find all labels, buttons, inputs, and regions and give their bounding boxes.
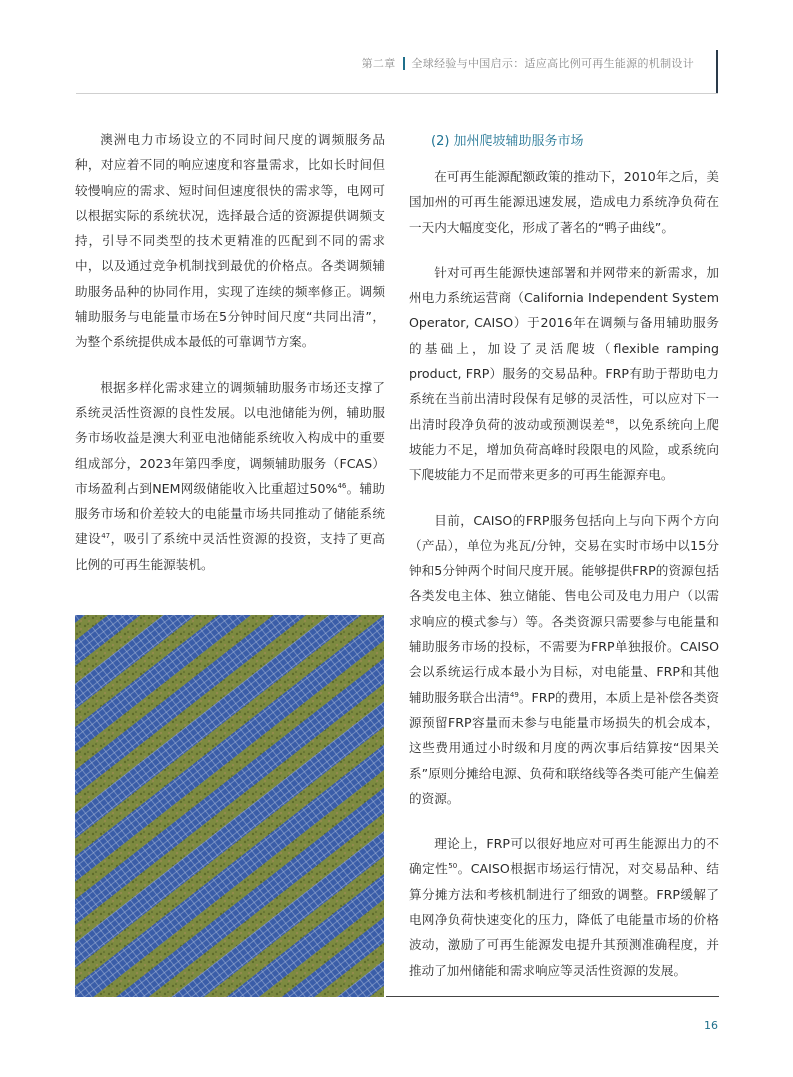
right-paragraph-1: 在可再生能源配额政策的推动下，2010年之后，美国加州的可再生能源迅速发展，造成电力系统净负荷在一天内大幅度变化，形成了著名的“鸭子曲线”。 [409, 169, 719, 235]
right-paragraph-2-text-a: 针对可再生能源快速部署和并网带来的新需求，加州电力系统运营商（California Independent System Operator, CAISO）于2016年在调频与备用辅助服务的基础上，加设了灵活爬坡（flexible ramping product, FRP）服务的交易品种。FRP有助于帮助电力系统在当前出清时段保有足够的灵活性，可以应对下一出清时段净负荷的波动或预测误差 [409, 264, 719, 432]
header-tick [716, 50, 718, 94]
page-number: 16 [704, 1019, 718, 1032]
right-paragraph-2-text-b: ，以免系统向上爬坡能力不足，增加负荷高峰时段限电的风险，或系统向下爬坡能力不足而带来更多的可再生能源弃电。 [409, 416, 720, 483]
right-paragraph-3-text-b: 。FRP的费用，本质上是补偿各类资源预留FRP容量而未参与电能量市场损失的机会成本，这些费用通过小时级和月度的两次事后结算按“因果关系”原则分摊给电源、负荷和联络线等各类可能产生偏差的资源。 [409, 689, 720, 806]
right-paragraph-3-text-a: 目前，CAISO的FRP服务包括向上与向下两个方向（产品），单位为兆瓦/分钟，交易在实时市场中以15分钟和5分钟两个时间尺度开展。能够提供FRP的资源包括各类发电主体、独立储能、售电公司及电力用户（以需求响应的模式参与）等。各类资源只需要参与电能量和辅助服务市场的投标，不需要为FRP单独报价。CAISO会以系统运行成本最小为目标，对电能量、FRP和其他辅助服务联合出清 [409, 512, 719, 705]
header-chapter: 第二章 [361, 57, 396, 70]
footnote-ref-48: 48 [605, 417, 615, 426]
right-paragraph-2 [409, 260, 719, 488]
header-divider [403, 57, 405, 70]
header [362, 55, 694, 71]
right-paragraph-4-text-a: 理论上，FRP可以很好地应对可再生能源出力的不确定性 [409, 836, 719, 877]
header-title: 全球经验与中国启示：适应高比例可再生能源的机制设计 [411, 57, 694, 70]
header-rule [76, 93, 718, 94]
footnote-ref-50: 50 [448, 862, 458, 871]
bottom-rule [386, 996, 719, 997]
left-paragraph-2-text-a: 根据多样化需求建立的调频辅助服务市场还支撑了系统灵活性资源的良性发展。以电池储能为例，辅助服务市场收益是澳大利亚电池储能系统收入构成中的重要组成部分，2023年第四季度，调频辅助服务（FCAS）市场盈利占到NEM网级储能收入比重超过50% [75, 379, 385, 496]
footnote-ref-49: 49 [509, 690, 519, 699]
right-column [409, 127, 719, 1003]
section-title: (2) 加州爬坡辅助服务市场 [431, 134, 584, 149]
left-paragraph-2-text-c: ，吸引了系统中灵活性资源的投资，支持了更高比例的可再生能源装机。 [75, 531, 386, 572]
left-paragraph-2 [75, 375, 385, 577]
right-paragraph-4-text-b: 。CAISO根据市场运行情况，对交易品种、结算分摊方法和考核机制进行了细致的调整。FRP缓解了电网净负荷快速变化的压力，降低了电能量市场的价格波动，激励了可再生能源发电提升其预测准确程度，并推动了加州储能和需求响应等灵活性资源的发展。 [409, 861, 719, 978]
left-paragraph-2-text-b: 。辅助服务市场和价差较大的电能量市场共同推动了储能系统建设 [75, 480, 385, 547]
right-paragraph-4 [409, 831, 719, 983]
left-paragraph-1: 澳洲电力市场设立的不同时间尺度的调频服务品种，对应着不同的响应速度和容量需求，比如长时间但较慢响应的需求、短时间但速度很快的需求等，电网可以根据实际的系统状况，选择最合适的资源提供调频支持，引导不同类型的技术更精准的匹配到不同的需求中，以及通过竞争机制找到最优的价格点。各类调频辅助服务品种的协同作用，实现了连续的频率修正。调频辅助服务与电能量市场在5分钟时间尺度“共同出清”，为整个系统提供成本最低的可靠调节方案。 [75, 132, 385, 350]
footnote-ref-46: 46 [337, 481, 347, 490]
left-column [75, 127, 385, 597]
solar-panel-photo [75, 615, 384, 997]
footnote-ref-47: 47 [101, 532, 111, 541]
right-paragraph-3 [409, 508, 719, 812]
